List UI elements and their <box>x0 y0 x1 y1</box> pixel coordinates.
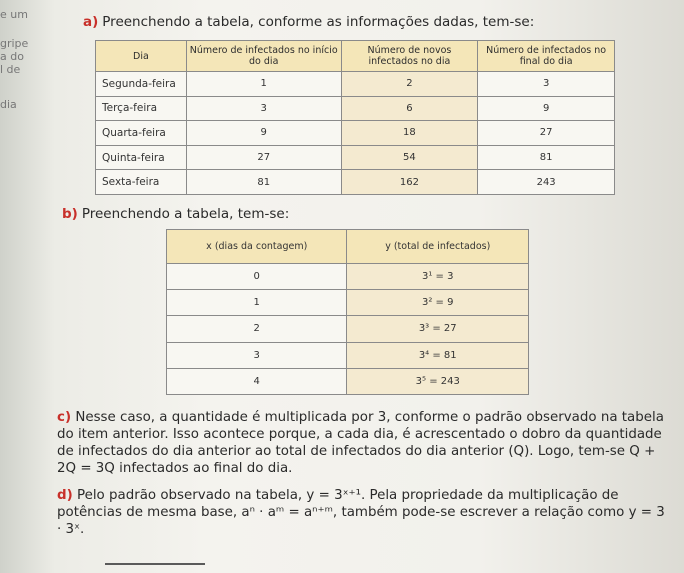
table-row <box>96 96 615 121</box>
section-d-paragraph <box>57 487 667 538</box>
section-c-marker: c) <box>57 410 72 425</box>
bleed-line: a do <box>0 50 24 63</box>
value-cell: 9 <box>186 121 341 146</box>
x-cell: 0 <box>167 264 347 290</box>
header-infectados-final: Número de infectados no final do dia <box>478 41 615 72</box>
header-x: x (dias da contagem) <box>167 230 347 264</box>
value-cell: 18 <box>341 121 478 146</box>
value-cell: 2 <box>341 72 478 97</box>
table-row <box>167 316 529 342</box>
day-cell: Segunda-feira <box>96 72 187 97</box>
table-row <box>167 290 529 316</box>
header-dia: Dia <box>96 41 187 72</box>
bleed-line: l de <box>0 63 21 76</box>
x-cell: 2 <box>167 316 347 342</box>
previous-page-bleed-text <box>0 0 28 200</box>
y-cell: 3⁴ = 81 <box>347 342 529 368</box>
table-row <box>96 145 615 170</box>
value-cell: 3 <box>186 96 341 121</box>
day-cell: Quarta-feira <box>96 121 187 146</box>
table-header-row <box>167 230 529 264</box>
section-a-text: Preenchendo a tabela, conforme as informações dadas, tem-se: <box>102 14 535 30</box>
section-b-text: Preenchendo a tabela, tem-se: <box>81 206 290 222</box>
table-header-row <box>96 41 615 72</box>
value-cell: 1 <box>186 72 341 97</box>
table-row <box>167 264 529 290</box>
header-novos-infectados: Número de novos infectados no dia <box>341 41 478 72</box>
bleed-line: gripe <box>0 37 29 50</box>
section-a-heading <box>83 14 534 30</box>
table-row <box>96 170 615 195</box>
y-cell: 3¹ = 3 <box>347 264 529 290</box>
header-y: y (total de infectados) <box>347 230 529 264</box>
day-cell: Terça-feira <box>96 96 187 121</box>
page-bottom-rule <box>105 563 205 565</box>
y-cell: 3² = 9 <box>347 290 529 316</box>
infection-table-b <box>166 229 529 395</box>
section-b-marker: b) <box>62 206 78 222</box>
infection-table-a <box>95 40 615 195</box>
value-cell: 162 <box>341 170 478 195</box>
section-c-text: Nesse caso, a quantidade é multiplicada por 3, conforme o padrão observado na tabela do item anterior. Isso acontece porque, a cada dia, é acrescentado o dobro da quantidade de infectados do dia anterior ao total de infectados do dia anterior (Q). Logo, tem-se Q + 2Q = 3Q infectados ao final do dia. <box>57 410 664 476</box>
value-cell: 3 <box>478 72 615 97</box>
table-row <box>96 121 615 146</box>
value-cell: 27 <box>478 121 615 146</box>
y-cell: 3⁵ = 243 <box>347 368 529 394</box>
value-cell: 81 <box>186 170 341 195</box>
section-d-text: Pelo padrão observado na tabela, y = 3ˣ⁺¹. Pela propriedade da multiplicação de potências de mesma base, aⁿ · aᵐ = aⁿ⁺ᵐ, também pode-se escrever a relação como y = 3 · 3ˣ. <box>57 488 665 537</box>
section-c-paragraph <box>57 409 667 477</box>
value-cell: 6 <box>341 96 478 121</box>
value-cell: 9 <box>478 96 615 121</box>
value-cell: 243 <box>478 170 615 195</box>
section-a-marker: a) <box>83 14 99 30</box>
y-cell: 3³ = 27 <box>347 316 529 342</box>
section-b-heading <box>62 206 289 222</box>
value-cell: 54 <box>341 145 478 170</box>
x-cell: 1 <box>167 290 347 316</box>
value-cell: 81 <box>478 145 615 170</box>
section-d-marker: d) <box>57 488 73 503</box>
value-cell: 27 <box>186 145 341 170</box>
x-cell: 3 <box>167 342 347 368</box>
table-row <box>167 368 529 394</box>
x-cell: 4 <box>167 368 347 394</box>
day-cell: Quinta-feira <box>96 145 187 170</box>
header-infectados-inicio: Número de infectados no início do dia <box>186 41 341 72</box>
table-row <box>167 342 529 368</box>
bleed-line: e um <box>0 8 28 21</box>
bleed-line: dia <box>0 98 17 111</box>
table-row <box>96 72 615 97</box>
day-cell: Sexta-feira <box>96 170 187 195</box>
